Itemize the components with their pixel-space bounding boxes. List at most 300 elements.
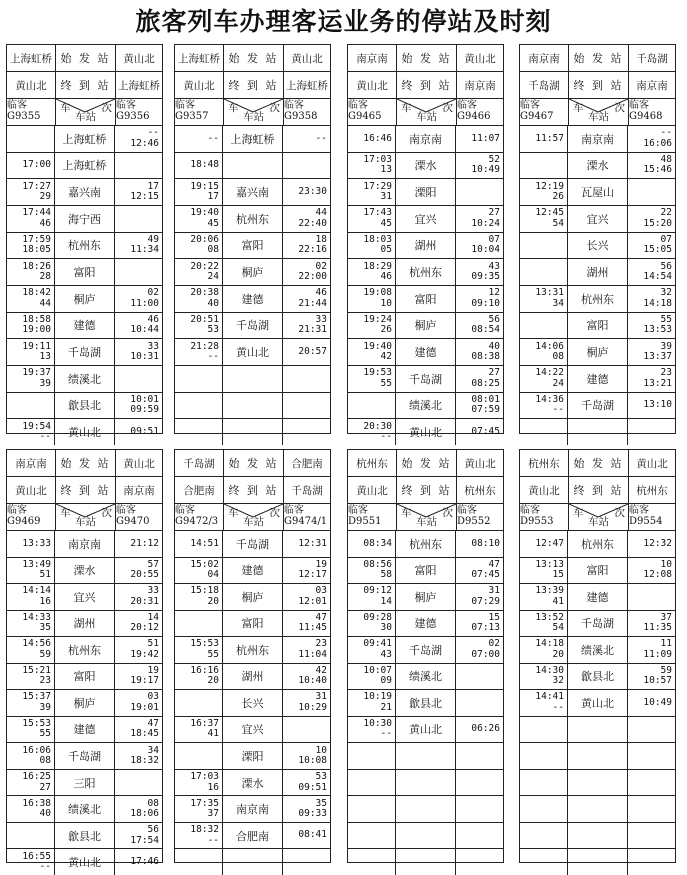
time-value: 17:46	[130, 855, 159, 867]
down-time	[175, 611, 223, 637]
up-time	[628, 637, 675, 663]
train-label: 车	[573, 507, 584, 519]
time-value: 09:12	[363, 585, 392, 597]
table-row	[520, 233, 675, 260]
down-time	[175, 126, 223, 152]
up-time	[115, 690, 162, 716]
time-value: 22	[660, 207, 672, 219]
table-row	[348, 206, 503, 233]
table-row	[7, 126, 162, 153]
time-value: 55	[207, 648, 219, 660]
time-value: 18:03	[363, 233, 392, 245]
time-value: 57	[147, 558, 159, 570]
end-station-label: 终 到 站	[397, 477, 457, 503]
down-time	[175, 558, 223, 584]
train-number: D9552	[457, 516, 491, 527]
up-time	[115, 339, 162, 365]
time-value: 14:14	[22, 585, 51, 597]
time-value: 07:00	[471, 648, 500, 660]
up-time	[283, 366, 330, 392]
start-station-label: 始 发 站	[397, 450, 457, 476]
station-name: 三阳	[55, 770, 115, 796]
station-name: 建德	[223, 558, 283, 584]
up-time	[628, 233, 675, 259]
table-row	[520, 823, 675, 850]
train-number: G9465	[348, 111, 382, 122]
table-row	[175, 366, 330, 393]
time-value: 12:32	[643, 537, 672, 549]
station-name: 杭州东	[223, 206, 283, 232]
station-name: 歙县北	[55, 393, 115, 419]
down-time	[175, 206, 223, 232]
station-name	[223, 419, 283, 445]
time-value: 20	[207, 595, 219, 607]
down-time	[348, 717, 396, 743]
table-row	[175, 233, 330, 260]
station-name: 桐庐	[55, 286, 115, 312]
time-value: 15	[488, 611, 500, 623]
time-value: 40	[207, 297, 219, 309]
down-time	[175, 419, 223, 445]
time-value: 07:13	[471, 622, 500, 634]
time-value: 23	[660, 367, 672, 379]
time-value: 19:40	[363, 340, 392, 352]
down-time	[520, 849, 568, 875]
train-number: G9358	[284, 111, 318, 122]
down-time	[348, 419, 396, 445]
up-time	[628, 664, 675, 690]
time-value: 08:38	[471, 351, 500, 363]
table-row	[7, 849, 162, 875]
station-name: 建德	[55, 717, 115, 743]
station-name: 歙县北	[568, 664, 628, 690]
station-name: 富阳	[223, 611, 283, 637]
train-number: G9356	[116, 111, 150, 122]
down-time	[7, 611, 55, 637]
table-row	[520, 286, 675, 313]
table-row	[520, 259, 675, 286]
time-value: 11:34	[130, 244, 159, 256]
station-name: 建德	[396, 611, 456, 637]
station-name	[396, 770, 456, 796]
time-value: 37	[207, 808, 219, 820]
station-name: 绩溪北	[568, 637, 628, 663]
table-row	[7, 531, 162, 558]
station-name: 建德	[55, 313, 115, 339]
time-value: 47	[315, 611, 327, 623]
time-value: 17:29	[363, 180, 392, 192]
down-time	[7, 339, 55, 365]
up-time	[456, 286, 503, 312]
terminal-station-left: 黄山北	[348, 72, 397, 98]
time-value: 56	[660, 260, 672, 272]
train-station-header	[569, 504, 629, 530]
up-time	[628, 823, 675, 849]
down-time	[348, 637, 396, 663]
time-value: 19	[147, 664, 159, 676]
timetable	[174, 44, 331, 434]
time-value: 16:38	[22, 797, 51, 809]
up-time	[456, 558, 503, 584]
table-row	[175, 584, 330, 611]
start-station-label: 始 发 站	[224, 45, 284, 71]
time-value: 30	[380, 622, 392, 634]
number-label: 次	[614, 102, 625, 114]
station-name: 杭州东	[223, 637, 283, 663]
up-time	[456, 531, 503, 557]
station-name: 南京南	[223, 796, 283, 822]
down-time	[175, 366, 223, 392]
up-time	[283, 259, 330, 285]
station-name: 嘉兴南	[55, 179, 115, 205]
table-row	[7, 690, 162, 717]
time-value: 14:30	[535, 664, 564, 676]
time-value: 34	[552, 297, 564, 309]
time-value: --	[207, 834, 219, 846]
down-time	[175, 743, 223, 769]
linke-label: 临客	[175, 505, 195, 516]
time-value: 15	[552, 569, 564, 581]
table-row	[348, 743, 503, 770]
time-value: 18:29	[363, 260, 392, 272]
station-name: 桐庐	[223, 259, 283, 285]
table-row	[175, 286, 330, 313]
down-time	[348, 823, 396, 849]
time-value: 33	[315, 313, 327, 325]
time-value: 14	[147, 611, 159, 623]
start-station-label: 始 发 站	[397, 45, 457, 71]
time-value: 10	[660, 558, 672, 570]
down-time	[348, 558, 396, 584]
station-name: 溧水	[396, 153, 456, 179]
train-number: D9553	[520, 516, 554, 527]
station-name: 桐庐	[568, 339, 628, 365]
station-name: 长兴	[223, 690, 283, 716]
time-value: 19:42	[130, 648, 159, 660]
time-value: 14:18	[643, 297, 672, 309]
time-value: 02	[315, 260, 327, 272]
time-value: 18:42	[22, 287, 51, 299]
station-name: 湖州	[223, 664, 283, 690]
time-value: 42	[315, 664, 327, 676]
train-number-left	[348, 99, 397, 125]
table-row	[7, 558, 162, 585]
time-value: 18	[315, 233, 327, 245]
train-station-header	[569, 99, 629, 125]
station-name	[396, 743, 456, 769]
table-row	[348, 531, 503, 558]
up-time	[456, 153, 503, 179]
time-value: 20:55	[130, 569, 159, 581]
time-value: 13:37	[643, 351, 672, 363]
station-name: 黄山北	[223, 339, 283, 365]
down-time	[348, 126, 396, 152]
time-value: 16:37	[190, 717, 219, 729]
linke-label: 临客	[7, 505, 27, 516]
linke-label: 临客	[116, 100, 136, 111]
time-value: 12:01	[298, 595, 327, 607]
time-value: 54	[552, 217, 564, 229]
time-value: 14:54	[643, 271, 672, 283]
down-time	[7, 366, 55, 392]
time-value: 17:54	[130, 834, 159, 846]
table-row	[175, 259, 330, 286]
down-time	[7, 393, 55, 419]
station-name: 富阳	[568, 313, 628, 339]
time-value: 20	[207, 675, 219, 687]
train-number-left	[175, 504, 224, 530]
up-time	[283, 179, 330, 205]
station-name: 杭州东	[396, 259, 456, 285]
up-time	[115, 611, 162, 637]
table-row	[175, 393, 330, 420]
table-row	[520, 206, 675, 233]
time-value: 22:00	[298, 271, 327, 283]
time-value: 59	[660, 664, 672, 676]
train-number-left	[7, 99, 56, 125]
time-value: 19:37	[22, 367, 51, 379]
station-name: 绩溪北	[396, 393, 456, 419]
time-value: 10:30	[363, 717, 392, 729]
table-row	[348, 419, 503, 445]
table-row	[7, 393, 162, 420]
up-time	[628, 366, 675, 392]
time-value: 16:06	[643, 137, 672, 149]
time-value: 10:49	[471, 164, 500, 176]
time-value: 18:58	[22, 313, 51, 325]
time-value: 08	[147, 797, 159, 809]
table-row	[348, 259, 503, 286]
timetable	[6, 449, 163, 873]
time-value: 04	[207, 569, 219, 581]
time-value: 02	[488, 638, 500, 650]
time-value: 44	[39, 297, 51, 309]
down-time	[175, 664, 223, 690]
down-time	[7, 743, 55, 769]
time-value: 12:08	[643, 569, 672, 581]
station-name	[396, 849, 456, 875]
time-value: 10:19	[363, 691, 392, 703]
station-name: 上海虹桥	[223, 126, 283, 152]
time-value: 16:06	[22, 744, 51, 756]
time-value: 16:46	[363, 132, 392, 144]
time-value: 26	[552, 191, 564, 203]
down-time	[7, 419, 55, 445]
time-value: 18:05	[22, 244, 51, 256]
table-row	[7, 153, 162, 180]
down-time	[7, 313, 55, 339]
down-time	[520, 770, 568, 796]
time-value: 07:45	[471, 425, 500, 437]
table-row	[175, 637, 330, 664]
table-row	[348, 664, 503, 691]
time-value: 08:34	[363, 537, 392, 549]
table-row	[520, 690, 675, 717]
origin-station-right: 黄山北	[123, 457, 155, 470]
train-number: G9474/1	[284, 516, 328, 527]
down-time	[520, 743, 568, 769]
up-time	[115, 849, 162, 875]
time-value: 10:44	[130, 324, 159, 336]
down-time	[348, 770, 396, 796]
time-value: 27	[39, 781, 51, 793]
station-name: 富阳	[55, 664, 115, 690]
time-value: 14:36	[535, 393, 564, 405]
time-value: 20:51	[190, 313, 219, 325]
origin-station-right: 黄山北	[464, 52, 496, 65]
up-time	[456, 717, 503, 743]
down-time	[348, 286, 396, 312]
origin-station-right: 黄山北	[291, 52, 323, 65]
time-value: 08	[39, 755, 51, 767]
time-value: 08:25	[471, 377, 500, 389]
station-label: 车站	[416, 516, 437, 528]
station-name: 千岛湖	[223, 313, 283, 339]
time-value: --	[552, 701, 564, 713]
start-station-label: 始 发 站	[56, 45, 116, 71]
time-value: 20:22	[190, 260, 219, 272]
down-time	[348, 233, 396, 259]
train-label: 车	[60, 507, 71, 519]
down-time	[175, 770, 223, 796]
table-row	[348, 849, 503, 875]
down-time	[520, 611, 568, 637]
time-value: 15:53	[190, 638, 219, 650]
up-time	[283, 664, 330, 690]
up-time	[115, 393, 162, 419]
time-value: 46	[380, 271, 392, 283]
origin-station-right: 黄山北	[123, 52, 155, 65]
up-time	[283, 770, 330, 796]
train-number-right	[629, 99, 675, 125]
time-value: 48	[660, 153, 672, 165]
time-value: 41	[207, 728, 219, 740]
table-row	[175, 690, 330, 717]
origin-station-right: 合肥南	[291, 457, 323, 470]
station-name: 黄山北	[568, 690, 628, 716]
time-value: 21:31	[298, 324, 327, 336]
time-value: 16	[39, 595, 51, 607]
up-time	[456, 419, 503, 445]
time-value: 12:19	[535, 180, 564, 192]
down-time	[348, 531, 396, 557]
up-time	[283, 584, 330, 610]
time-value: 08:54	[471, 324, 500, 336]
down-time	[175, 584, 223, 610]
station-name: 千岛湖	[396, 366, 456, 392]
table-row	[520, 531, 675, 558]
time-value: --	[380, 728, 392, 740]
down-time	[7, 153, 55, 179]
time-value: 29	[39, 191, 51, 203]
table-row	[7, 366, 162, 393]
time-value: 09:28	[363, 611, 392, 623]
time-value: 46	[147, 313, 159, 325]
time-value: 21	[380, 701, 392, 713]
station-name: 瓦屋山	[568, 179, 628, 205]
time-value: 18:26	[22, 260, 51, 272]
station-name: 宜兴	[396, 206, 456, 232]
train-number: G9470	[116, 516, 150, 527]
time-value: 19	[315, 558, 327, 570]
table-row	[520, 770, 675, 797]
station-name	[568, 717, 628, 743]
time-value: 15:02	[190, 558, 219, 570]
down-time	[7, 558, 55, 584]
table-row	[175, 126, 330, 153]
down-time	[7, 286, 55, 312]
time-value: 13:13	[535, 558, 564, 570]
time-value: 46	[39, 217, 51, 229]
linke-label: 临客	[348, 100, 368, 111]
table-row	[348, 584, 503, 611]
table-row	[175, 419, 330, 445]
time-value: 07:29	[471, 595, 500, 607]
station-name: 绩溪北	[55, 366, 115, 392]
down-time	[520, 664, 568, 690]
station-name: 溧水	[223, 770, 283, 796]
time-value: 10:49	[643, 696, 672, 708]
time-value: 39	[39, 377, 51, 389]
time-value: 16:16	[190, 664, 219, 676]
station-name	[568, 743, 628, 769]
station-name: 富阳	[223, 233, 283, 259]
linke-label: 临客	[348, 505, 368, 516]
station-name	[568, 823, 628, 849]
up-time	[115, 153, 162, 179]
down-time	[520, 531, 568, 557]
origin-station-left: 杭州东	[520, 450, 569, 476]
station-name: 南京南	[568, 126, 628, 152]
down-time	[175, 690, 223, 716]
time-value: 17:43	[363, 207, 392, 219]
up-time	[456, 126, 503, 152]
table-row	[175, 206, 330, 233]
time-value: 09:10	[471, 297, 500, 309]
table-row	[7, 259, 162, 286]
down-time	[7, 259, 55, 285]
station-name: 绩溪北	[55, 796, 115, 822]
time-value: 21:28	[190, 340, 219, 352]
station-name: 建德	[223, 286, 283, 312]
time-value: 16	[207, 781, 219, 793]
origin-station-left: 南京南	[348, 45, 397, 71]
train-number: G9472/3	[175, 516, 219, 527]
station-name	[223, 849, 283, 875]
linke-label: 临客	[284, 100, 304, 111]
up-time	[456, 259, 503, 285]
table-row	[520, 419, 675, 445]
station-name: 建德	[396, 339, 456, 365]
time-value: 08	[207, 244, 219, 256]
time-value: 15:05	[643, 244, 672, 256]
time-value: 11:45	[298, 622, 327, 634]
station-name: 湖州	[55, 611, 115, 637]
station-name: 千岛湖	[55, 339, 115, 365]
time-value: 13:33	[22, 537, 51, 549]
down-time	[520, 366, 568, 392]
time-value: 15:37	[22, 691, 51, 703]
train-station-header	[397, 504, 457, 530]
table-row	[348, 770, 503, 797]
terminal-station-right: 上海虹桥	[286, 79, 328, 92]
time-value: 20:12	[130, 622, 159, 634]
table-row	[175, 770, 330, 797]
up-time	[283, 823, 330, 849]
up-time	[456, 179, 503, 205]
station-name: 杭州东	[55, 233, 115, 259]
table-row	[520, 126, 675, 153]
